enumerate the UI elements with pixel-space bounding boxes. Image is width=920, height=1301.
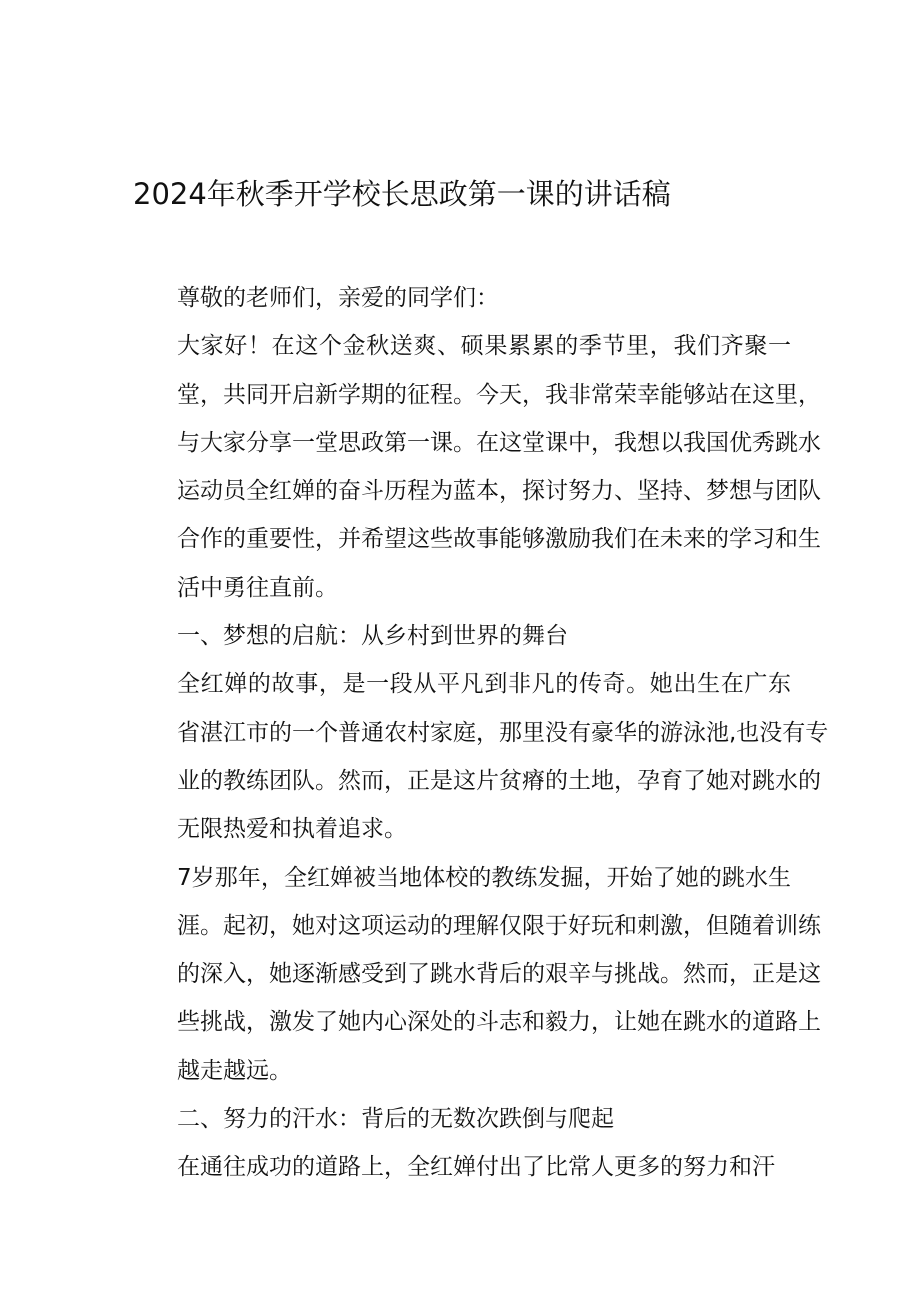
document-body (131, 274, 829, 1192)
text-line: 些挑战，激发了她内心深处的斗志和毅力，让她在跳水的道路上 (177, 1009, 821, 1036)
text-line: 越走越远。 (177, 1057, 292, 1084)
body-paragraph-3 (131, 1143, 791, 1191)
text-line: 合作的重要性，并希望这些故事能够激励我们在未来的学习和生 (177, 526, 821, 553)
text-line: 涯。起初，她对这项运动的理解仅限于好玩和刺激，但随着训练 (177, 912, 821, 939)
body-paragraph-1 (131, 660, 829, 853)
body-paragraph-2 (131, 854, 821, 1095)
text-line: 与大家分享一堂思政第一课。在这堂课中，我想以我国优秀跳水 (177, 429, 821, 456)
text-line: 全红婵的故事，是一段从平凡到非凡的传奇。她出生在广东 (177, 671, 791, 698)
text-line: 尊敬的老师们，亲爱的同学们： (177, 285, 499, 311)
text-line: 的深入，她逐渐感受到了跳水背后的艰辛与挑战。然而，正是这 (177, 961, 821, 988)
intro-paragraph (131, 322, 821, 612)
salutation-paragraph (131, 274, 791, 322)
text-line: 无限热爱和执着追求。 (177, 816, 407, 843)
text-line: 大家好！在这个金秋送爽、硕果累累的季节里，我们齐聚一 (177, 333, 791, 360)
text-line: 活中勇往直前。 (177, 574, 338, 601)
section-heading-1 (131, 612, 791, 660)
text-line: 运动员全红婵的奋斗历程为蓝本，探讨努力、坚持、梦想与团队 (177, 478, 821, 505)
text-line: 二、努力的汗水：背后的无数次跌倒与爬起 (177, 1106, 614, 1133)
text-line: 堂，共同开启新学期的征程。今天，我非常荣幸能够站在这里， (177, 381, 821, 408)
section-heading-2 (131, 1095, 791, 1143)
text-line: 业的教练团队。然而，正是这片贫瘠的土地，孕育了她对跳水的 (177, 767, 821, 794)
text-line: 省湛江市的一个普通农村家庭，那里没有豪华的游泳池,也没有专 (177, 719, 829, 746)
text-line: 7岁那年，全红婵被当地体校的教练发掘，开始了她的跳水生 (177, 864, 791, 891)
text-line: 在通往成功的道路上，全红婵付出了比常人更多的努力和汗 (177, 1154, 775, 1181)
text-line: 一、梦想的启航：从乡村到世界的舞台 (177, 623, 568, 650)
document-title: 2024年秋季开学校长思政第一课的讲话稿 (133, 177, 671, 211)
